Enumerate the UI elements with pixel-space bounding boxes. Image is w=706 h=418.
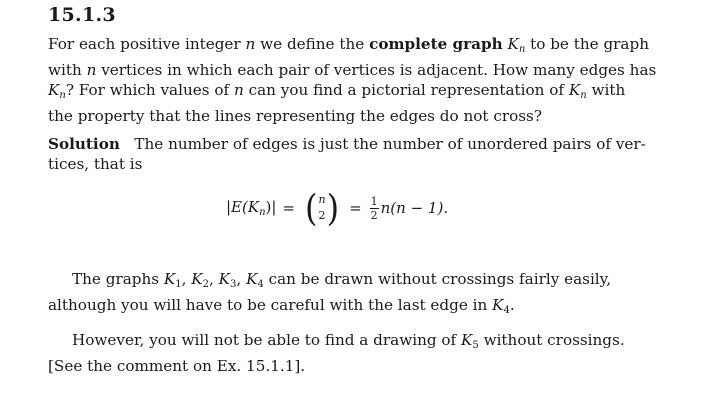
math-K: K	[461, 331, 473, 349]
eq-lhs	[226, 198, 276, 218]
text: with	[586, 81, 626, 99]
math-K: K	[568, 81, 581, 99]
text: ,	[236, 270, 247, 288]
fraction	[370, 195, 379, 222]
math-sub: 1	[175, 279, 182, 290]
text: we define the	[255, 35, 370, 53]
equals-sign: =	[282, 199, 295, 217]
paragraph-small-graphs	[48, 269, 622, 321]
math-sub: 5	[472, 340, 479, 351]
text: )|	[265, 198, 277, 216]
edge-count-equation	[226, 186, 448, 230]
text: |E(K	[226, 198, 260, 216]
para2-line-2	[48, 295, 622, 321]
math-sub-n: n	[580, 90, 587, 101]
math-sub: 2	[202, 279, 210, 290]
text: although you will have to be careful with the last edge in	[48, 296, 493, 314]
math-n: n	[233, 81, 244, 99]
math-K: K	[48, 81, 60, 99]
paragraph-k5	[48, 330, 625, 376]
right-paren: )	[326, 186, 340, 230]
math-K: K	[191, 270, 203, 288]
solution-line-2: tices, that is	[48, 155, 143, 173]
problem-line-1	[48, 34, 649, 60]
binom-top: n	[318, 193, 326, 206]
binom-bottom: 2	[318, 209, 326, 222]
solution	[48, 134, 646, 174]
binomial-coefficient	[305, 186, 340, 230]
text: For each positive integer	[48, 35, 246, 53]
text: vertices in which each pair of vertices is adjacent. How many edges has	[96, 61, 657, 79]
text: to be the graph	[525, 35, 649, 53]
fraction-numerator: 1	[370, 194, 378, 208]
math-sub: 4	[503, 305, 510, 316]
left-paren: (	[305, 186, 318, 230]
section-heading: 15.1.3	[48, 4, 116, 26]
math-n: n	[245, 35, 256, 53]
problem-line-4: the property that the lines representing the edges do not cross?	[48, 107, 542, 125]
problem-line-2	[48, 60, 657, 80]
text: ,	[209, 270, 219, 288]
para3-line-1	[48, 330, 625, 356]
text: ,	[181, 270, 192, 288]
math-K: K	[218, 270, 231, 288]
math-n: n	[86, 61, 97, 79]
text: ? For which values of	[65, 81, 234, 99]
math-K: K	[163, 270, 176, 288]
text: The number of edges is just the number of unordered pairs of ver-	[134, 135, 646, 153]
term-complete-graph: complete graph	[369, 35, 503, 53]
math-sub-n: n	[59, 90, 66, 101]
math-K: K	[492, 296, 504, 314]
math-sub: 4	[257, 279, 264, 290]
math-K: K	[507, 35, 519, 53]
solution-line-1	[48, 134, 646, 154]
text: The graphs	[72, 270, 164, 288]
text: .	[509, 296, 515, 314]
para3-line-2: [See the comment on Ex. 15.1.1].	[48, 357, 306, 375]
equals-sign: =	[349, 199, 362, 217]
text: with	[48, 61, 87, 79]
text: can be drawn without crossings fairly easily,	[263, 270, 612, 288]
problem-line-3	[48, 80, 626, 106]
math-sub-n: n	[259, 207, 266, 218]
fraction-denominator: 2	[370, 208, 378, 222]
text: can you find a pictorial representation of	[243, 81, 569, 99]
eq-rhs: n(n − 1).	[380, 199, 449, 217]
text: However, you will not be able to find a drawing of	[72, 331, 462, 349]
para2-line-1	[48, 269, 622, 295]
math-K: K	[246, 270, 258, 288]
solution-label: Solution	[48, 135, 120, 153]
binom-stack	[318, 192, 325, 224]
problem-statement	[48, 34, 657, 126]
math-sub: 3	[230, 279, 237, 290]
math-sub-n: n	[518, 44, 526, 55]
text: without crossings.	[478, 331, 625, 349]
